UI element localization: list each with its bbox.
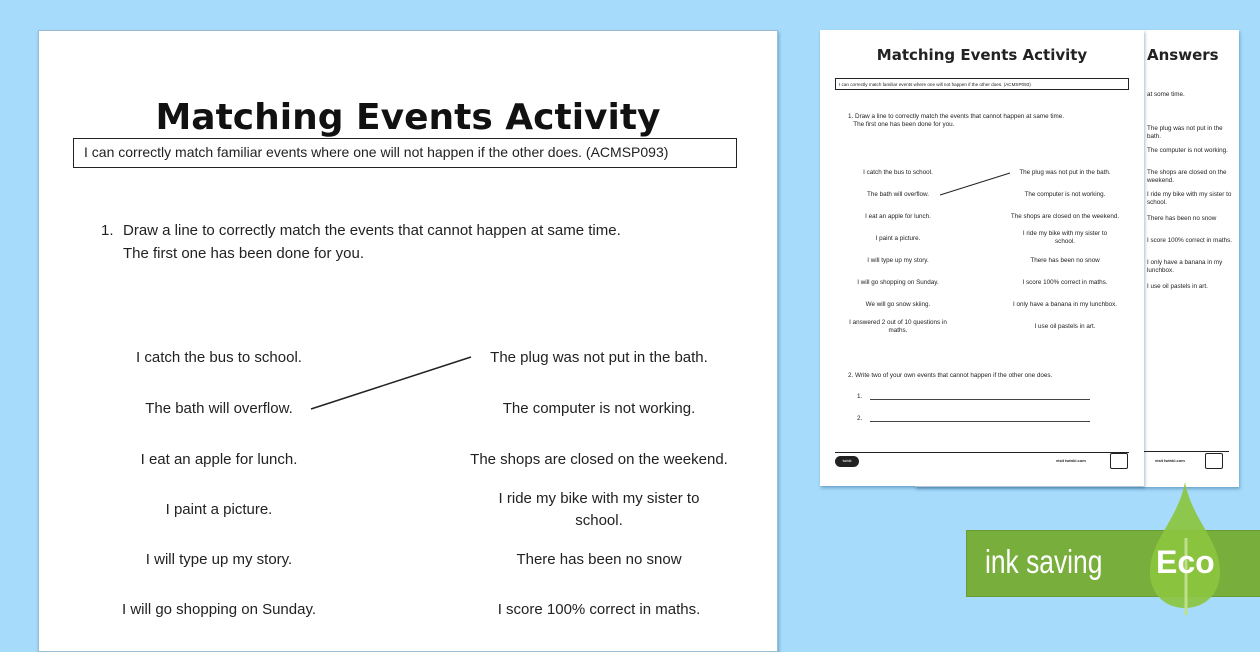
answer-line[interactable] [870, 399, 1090, 400]
footer-url: visit twinkl.com [1056, 458, 1086, 463]
twinkl-logo: twinkl [835, 456, 859, 467]
right-event: There has been no snow [516, 551, 682, 568]
footer-url: visit twinkl.com [1155, 458, 1185, 463]
question-number: 1. [101, 222, 114, 239]
twinkl-logo-icon [1205, 453, 1223, 469]
answers-text: I only have a banana in my lunchbox. [1147, 259, 1223, 274]
left-event: I will type up my story. [145, 551, 293, 568]
question-number: 2. [848, 372, 854, 379]
thumb-left: I catch the bus to school. [863, 169, 933, 176]
match-line [39, 31, 777, 651]
thumb-left: I answered 2 out of 10 questions in maths. [849, 319, 947, 334]
blank-number: 1. [857, 393, 863, 400]
left-event: I eat an apple for lunch. [140, 451, 298, 468]
answers-text: There has been no snow [1147, 215, 1217, 222]
thumb-right: I score 100% correct in maths. [1022, 279, 1108, 286]
objective-box: I can correctly match familiar events where one will not happen if the other does. (ACMSP093) [73, 138, 737, 168]
blank-number: 2. [857, 415, 863, 422]
answers-text: I ride my bike with my sister to school. [1147, 191, 1232, 206]
right-event: The computer is not working. [502, 400, 696, 417]
thumb-question-2 [848, 372, 1052, 380]
thumb-left: I eat an apple for lunch. [865, 213, 931, 220]
answers-text: The shops are closed on the weekend. [1147, 169, 1227, 184]
worksheet-thumbnail[interactable] [820, 30, 1144, 486]
worksheet-preview-page [38, 30, 778, 652]
answers-text: I use oil pastels in art. [1147, 283, 1208, 290]
answers-text: The computer is not working. [1147, 147, 1228, 154]
right-event: The shops are closed on the weekend. [470, 451, 728, 468]
right-event: I ride my bike with my sister to school. [498, 490, 700, 529]
answer-line[interactable] [870, 421, 1090, 422]
question-text: Draw a line to correctly match the events that cannot happen at same time. [855, 113, 1064, 120]
thumb-match-line [820, 30, 1144, 486]
question-text: Write two of your own events that cannot happen if the other one does. [855, 372, 1053, 379]
question-text: Draw a line to correctly match the events that cannot happen at same time. [123, 222, 621, 239]
thumb-right: There has been no snow [1030, 257, 1100, 264]
left-event: The bath will overflow. [145, 400, 293, 417]
left-event: I paint a picture. [165, 501, 273, 518]
answers-title: Answers [1147, 46, 1219, 64]
thumb-left: I paint a picture. [875, 235, 921, 242]
thumb-left: We will go snow skiing. [865, 301, 931, 308]
thumb-objective: I can correctly match familiar events where one will not happen if the other does. (ACMSP093) [835, 78, 1129, 90]
left-event: I catch the bus to school. [136, 349, 302, 366]
thumb-right: The shops are closed on the weekend. [1010, 213, 1120, 220]
question-number: 1. [848, 113, 854, 120]
thumb-right: I only have a banana in my lunchbox. [1013, 301, 1117, 308]
right-event: I score 100% correct in maths. [497, 601, 701, 618]
ink-saving-label: ink saving [985, 543, 1103, 580]
thumb-right: The computer is not working. [1024, 191, 1106, 198]
thumb-left: I will type up my story. [867, 257, 929, 264]
right-event: The plug was not put in the bath. [490, 349, 708, 366]
answers-text: The plug was not put in the bath. [1147, 125, 1223, 140]
thumb-left: I will go shopping on Sunday. [857, 279, 939, 286]
thumb-right: I ride my bike with my sister to school. [1022, 230, 1108, 245]
twinkl-logo-icon [1110, 453, 1128, 469]
page-title: Matching Events Activity [155, 97, 661, 138]
eco-label: Eco [1156, 544, 1215, 580]
thumb-right: The plug was not put in the bath. [1019, 169, 1111, 176]
left-event: I will go shopping on Sunday. [121, 601, 317, 618]
answers-text: I score 100% correct in maths. [1147, 237, 1233, 244]
answers-text: at some time. [1147, 91, 1185, 98]
thumb-right: I use oil pastels in art. [1034, 323, 1096, 330]
thumb-title: Matching Events Activity [876, 46, 1088, 64]
question-text: The first one has been done for you. [853, 121, 955, 128]
thumb-left: The bath will overflow. [867, 191, 929, 198]
question-text: The first one has been done for you. [123, 245, 364, 262]
